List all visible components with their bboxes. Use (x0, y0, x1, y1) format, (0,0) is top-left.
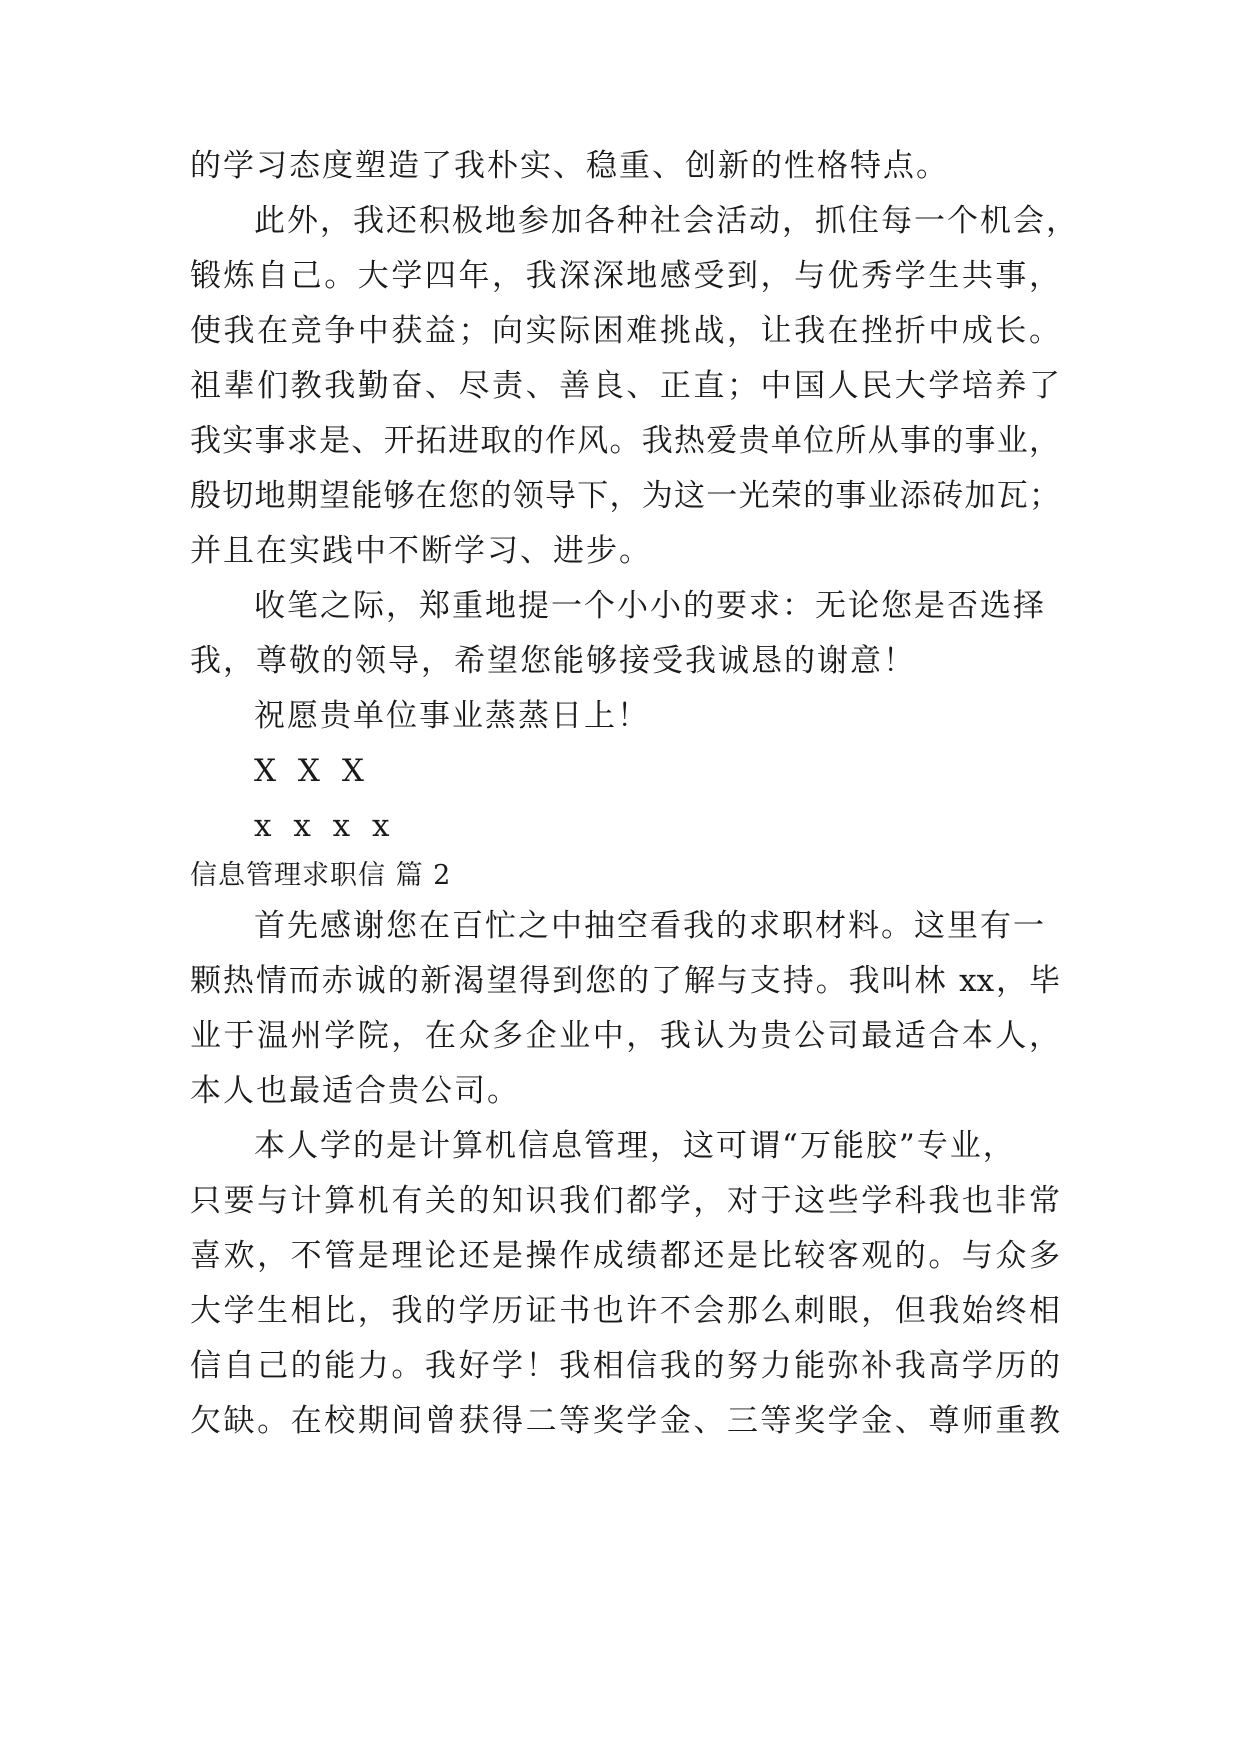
paragraph-line: 颗热情而赤诚的新渴望得到您的了解与支持。我叫林 xx，毕 (190, 963, 1060, 999)
paragraph-line: 大学生相比，我的学历证书也许不会那么刺眼，但我始终相 (190, 1293, 1060, 1329)
paragraph-line: 锻炼自己。大学四年，我深深地感受到，与优秀学生共事， (190, 258, 1060, 294)
paragraph-line: 我，尊敬的领导，希望您能够接受我诚恳的谢意！ (190, 643, 916, 679)
paragraph-line: 本人也最适合贵公司。 (190, 1073, 520, 1109)
closing-line: 祝愿贵单位事业蒸蒸日上！ (254, 698, 650, 734)
paragraph-line: 并且在实践中不断学习、进步。 (190, 533, 652, 569)
paragraph-line: 业于温州学院，在众多企业中，我认为贵公司最适合本人， (190, 1018, 1060, 1054)
paragraph-line: 使我在竞争中获益；向实际困难挑战，让我在挫折中成长。 (190, 313, 1060, 349)
paragraph-line: 殷切地期望能够在您的领导下，为这一光荣的事业添砖加瓦； (190, 478, 1060, 514)
paragraph-line: 的学习态度塑造了我朴实、稳重、创新的性格特点。 (190, 148, 949, 184)
paragraph-line: 喜欢，不管是理论还是操作成绩都还是比较客观的。与众多 (190, 1238, 1060, 1274)
paragraph-line: 收笔之际，郑重地提一个小小的要求：无论您是否选择 (254, 588, 1046, 624)
paragraph-line: 此外，我还积极地参加各种社会活动，抓住每一个机会， (254, 203, 1079, 239)
paragraph-line: 本人学的是计算机信息管理，这可谓“万能胶”专业， (254, 1128, 1016, 1164)
paragraph-line: 欠缺。在校期间曾获得二等奖学金、三等奖学金、尊师重教 (190, 1403, 1060, 1439)
paragraph-line: 我实事求是、开拓进取的作风。我热爱贵单位所从事的事业， (190, 423, 1060, 459)
paragraph-line: 首先感谢您在百忙之中抽空看我的求职材料。这里有一 (254, 908, 1046, 944)
signature-date: x x x x (254, 808, 396, 844)
paragraph-line: 只要与计算机有关的知识我们都学，对于这些学科我也非常 (190, 1183, 1060, 1219)
paragraph-line: 信自己的能力。我好学！我相信我的努力能弥补我高学历的 (190, 1348, 1060, 1384)
section-heading: 信息管理求职信 篇 2 (190, 860, 452, 891)
signature-name: X X X (254, 753, 370, 789)
paragraph-line: 祖辈们教我勤奋、尽责、善良、正直；中国人民大学培养了 (190, 368, 1060, 404)
